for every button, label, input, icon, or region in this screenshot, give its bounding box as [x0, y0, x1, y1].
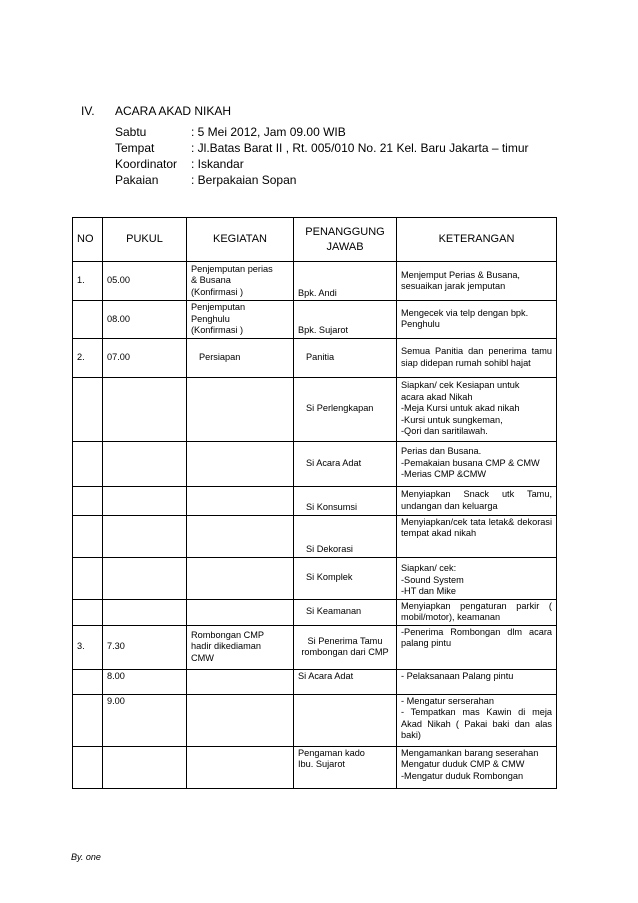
info-row-coordinator — [115, 156, 529, 172]
info-label: Tempat — [115, 141, 155, 155]
info-label: Sabtu — [115, 125, 147, 139]
cell-kegiatan — [187, 694, 294, 746]
cell-penanggung-jawab: Bpk. Sujarot — [294, 301, 397, 339]
cell-kegiatan: Persiapan — [187, 338, 294, 377]
cell-keterangan: -Penerima Rombongan dlm acara palang pintu — [397, 625, 557, 669]
footer-signature: By. one — [71, 852, 101, 862]
cell-keterangan: Menyiapkan Snack utk Tamu, undangan dan keluarga — [397, 486, 557, 515]
cell-pukul — [103, 515, 187, 557]
cell-no — [73, 746, 103, 788]
table-row — [73, 486, 557, 515]
cell-no: 3. — [73, 625, 103, 669]
cell-kegiatan: Rombongan CMP hadir dikediaman CMW — [187, 625, 294, 669]
cell-no — [73, 486, 103, 515]
info-value: : Berpakaian Sopan — [191, 173, 297, 187]
cell-keterangan: Menyiapkan pengaturan parkir ( mobil/motor), keamanan — [397, 599, 557, 625]
cell-pukul — [103, 599, 187, 625]
cell-penanggung-jawab: Pengaman kado Ibu. Sujarot — [294, 746, 397, 788]
cell-pukul: 7.30 — [103, 625, 187, 669]
cell-pukul: 05.00 — [103, 262, 187, 301]
table-row — [73, 441, 557, 486]
cell-keterangan: - Pelaksanaan Palang pintu — [397, 669, 557, 694]
cell-penanggung-jawab: Panitia — [294, 338, 397, 377]
cell-keterangan: Perias dan Busana. -Pemakaian busana CMP & CMW -Merias CMP &CMW — [397, 441, 557, 486]
cell-keterangan: Menjemput Perias & Busana, sesuaikan jarak jemputan — [397, 262, 557, 301]
cell-penanggung-jawab: Si Acara Adat — [294, 441, 397, 486]
cell-penanggung-jawab: Si Dekorasi — [294, 515, 397, 557]
cell-kegiatan: Penjemputan Penghulu (Konfirmasi ) — [187, 301, 294, 339]
cell-kegiatan — [187, 377, 294, 441]
cell-kegiatan — [187, 486, 294, 515]
info-row-place — [115, 140, 529, 156]
header-kegiatan: KEGIATAN — [187, 218, 294, 262]
cell-kegiatan — [187, 669, 294, 694]
section-title: ACARA AKAD NIKAH — [115, 104, 232, 118]
cell-pukul — [103, 746, 187, 788]
table-row — [73, 669, 557, 694]
cell-pukul: 08.00 — [103, 301, 187, 339]
cell-no — [73, 599, 103, 625]
cell-penanggung-jawab: Si Konsumsi — [294, 486, 397, 515]
cell-penanggung-jawab: Si Komplek — [294, 557, 397, 599]
cell-no — [73, 377, 103, 441]
cell-no — [73, 557, 103, 599]
cell-keterangan: Siapkan/ cek: -Sound System -HT dan Mike — [397, 557, 557, 599]
table-row — [73, 746, 557, 788]
info-value: : Jl.Batas Barat II , Rt. 005/010 No. 21 Kel. Baru Jakarta – timur — [191, 141, 529, 155]
schedule-table — [72, 217, 557, 789]
cell-pukul: 07.00 — [103, 338, 187, 377]
cell-keterangan: Mengecek via telp dengan bpk. Penghulu — [397, 301, 557, 339]
cell-kegiatan: Penjemputan perias & Busana (Konfirmasi ) — [187, 262, 294, 301]
cell-keterangan: Siapkan/ cek Kesiapan untuk acara akad Nikah -Meja Kursi untuk akad nikah -Kursi untuk sungkeman, -Qori dan saritilawah. — [397, 377, 557, 441]
header-keterangan: KETERANGAN — [397, 218, 557, 262]
cell-keterangan: Menyiapkan/cek tata letak& dekorasi tempat akad nikah — [397, 515, 557, 557]
cell-keterangan: - Mengatur serserahan - Tempatkan mas Kawin di meja Akad Nikah ( Pakai baki dan alas baki) — [397, 694, 557, 746]
cell-pukul — [103, 377, 187, 441]
info-value: : Iskandar — [191, 157, 244, 171]
cell-no — [73, 515, 103, 557]
info-label: Koordinator — [115, 157, 178, 171]
table-row — [73, 377, 557, 441]
section-number: IV. — [81, 104, 95, 118]
cell-kegiatan — [187, 441, 294, 486]
info-value: : 5 Mei 2012, Jam 09.00 WIB — [191, 125, 346, 139]
table-row — [73, 515, 557, 557]
table-header-row — [73, 218, 557, 262]
cell-no — [73, 301, 103, 339]
cell-penanggung-jawab: Si Penerima Tamu rombongan dari CMP — [294, 625, 397, 669]
table-row — [73, 557, 557, 599]
cell-kegiatan — [187, 599, 294, 625]
cell-no — [73, 694, 103, 746]
header-no: NO — [73, 218, 103, 262]
cell-keterangan: Mengamankan barang seserahan Mengatur duduk CMP & CMW -Mengatur duduk Rombongan — [397, 746, 557, 788]
table-row — [73, 338, 557, 377]
cell-kegiatan — [187, 515, 294, 557]
cell-penanggung-jawab: Bpk. Andi — [294, 262, 397, 301]
cell-penanggung-jawab: Si Perlengkapan — [294, 377, 397, 441]
cell-kegiatan — [187, 557, 294, 599]
table-row — [73, 694, 557, 746]
cell-penanggung-jawab: Si Acara Adat — [294, 669, 397, 694]
table-row — [73, 262, 557, 301]
cell-no: 2. — [73, 338, 103, 377]
event-info — [115, 124, 529, 188]
cell-pukul — [103, 486, 187, 515]
cell-pukul — [103, 557, 187, 599]
header-pukul: PUKUL — [103, 218, 187, 262]
cell-pukul: 9.00 — [103, 694, 187, 746]
info-row-day — [115, 124, 529, 140]
cell-no — [73, 441, 103, 486]
table-row — [73, 301, 557, 339]
cell-pukul — [103, 441, 187, 486]
info-row-dress — [115, 172, 529, 188]
cell-pukul: 8.00 — [103, 669, 187, 694]
table-row — [73, 625, 557, 669]
header-penanggung-jawab: PENANGGUNG JAWAB — [294, 218, 397, 262]
cell-penanggung-jawab — [294, 694, 397, 746]
info-label: Pakaian — [115, 173, 159, 187]
cell-no — [73, 669, 103, 694]
cell-penanggung-jawab: Si Keamanan — [294, 599, 397, 625]
cell-no: 1. — [73, 262, 103, 301]
table-row — [73, 599, 557, 625]
cell-keterangan: Semua Panitia dan penerima tamu siap didepan rumah sohibl hajat — [397, 338, 557, 377]
cell-kegiatan — [187, 746, 294, 788]
